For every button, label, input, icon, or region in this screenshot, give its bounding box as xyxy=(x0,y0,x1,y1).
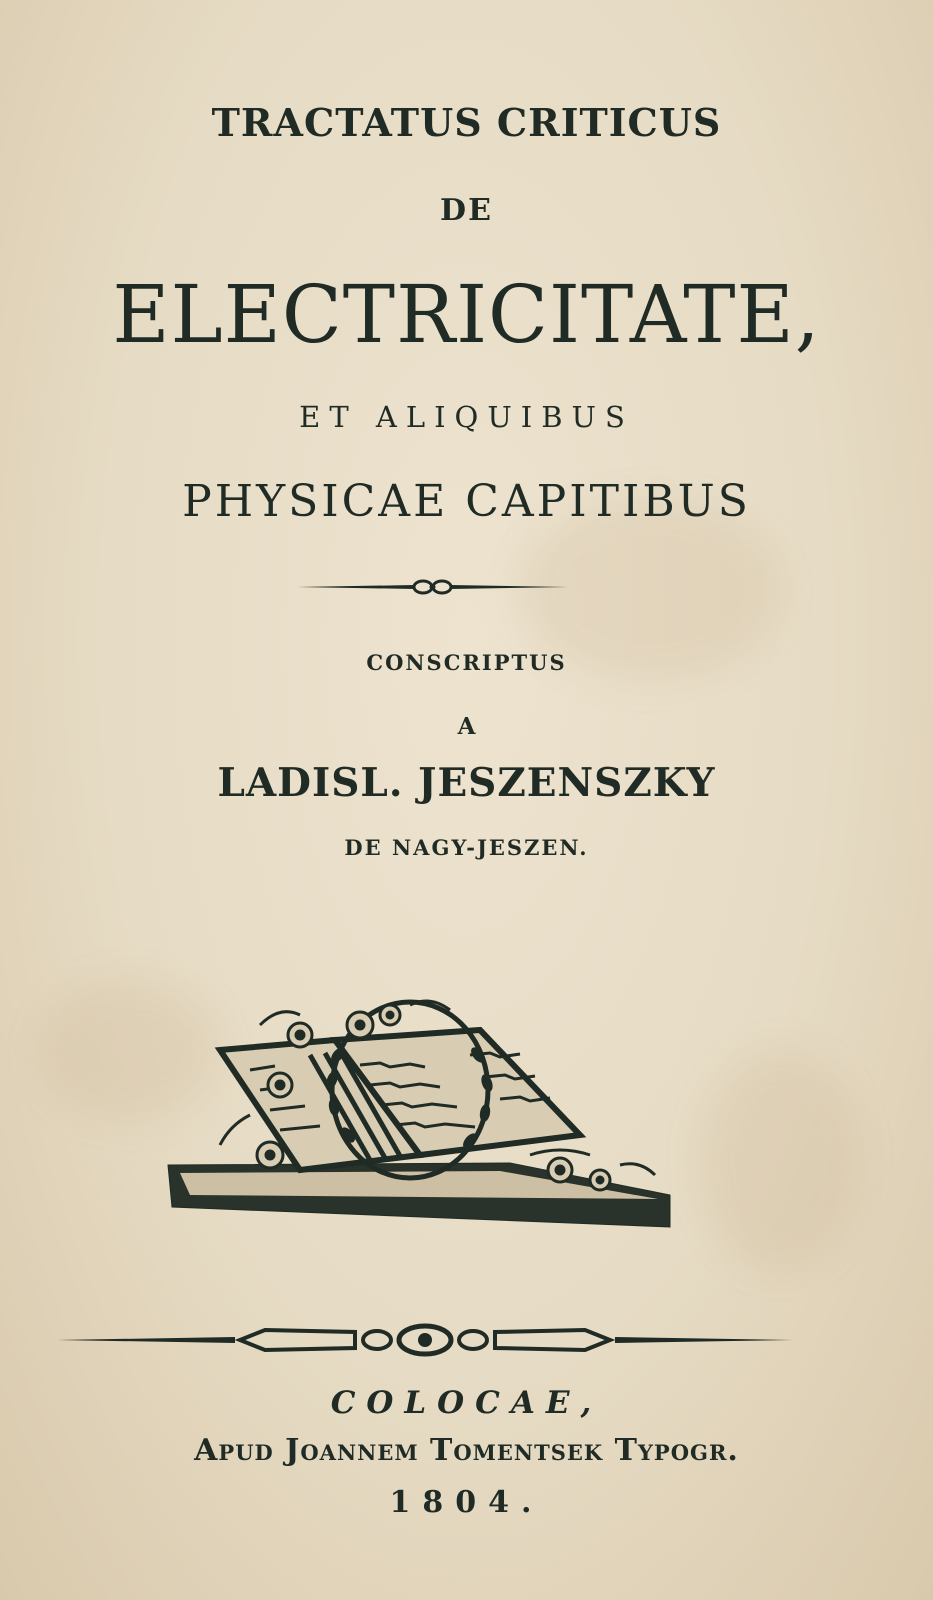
title-line-tractatus: TRACTATUS CRITICUS xyxy=(211,100,722,145)
book-with-laurel-wreath-woodcut-icon xyxy=(160,995,680,1235)
author-origin: DE NAGY-JESZEN. xyxy=(344,835,589,860)
imprint-printer: Apud Joannem Tomentsek Typogr. xyxy=(194,1433,739,1468)
imprint-place: COLOCAE, xyxy=(330,1385,603,1421)
preposition-a: A xyxy=(457,713,476,740)
title-line-physicae: PHYSICAE CAPITIBUS xyxy=(182,476,751,527)
author-name: LADISL. JESZENSZKY xyxy=(217,760,716,806)
ornamental-rule-small xyxy=(295,575,570,599)
paper-stain xyxy=(700,1050,860,1270)
ornamental-rule-large xyxy=(55,1322,795,1358)
title-line-et-aliquibus: ET ALIQUIBUS xyxy=(299,400,634,434)
title-line-electricitate: ELECTRICITATE, xyxy=(112,268,821,361)
conscriptus-label: CONSCRIPTUS xyxy=(366,650,567,675)
title-line-de: DE xyxy=(440,193,493,228)
imprint-year: 1804. xyxy=(389,1485,544,1520)
